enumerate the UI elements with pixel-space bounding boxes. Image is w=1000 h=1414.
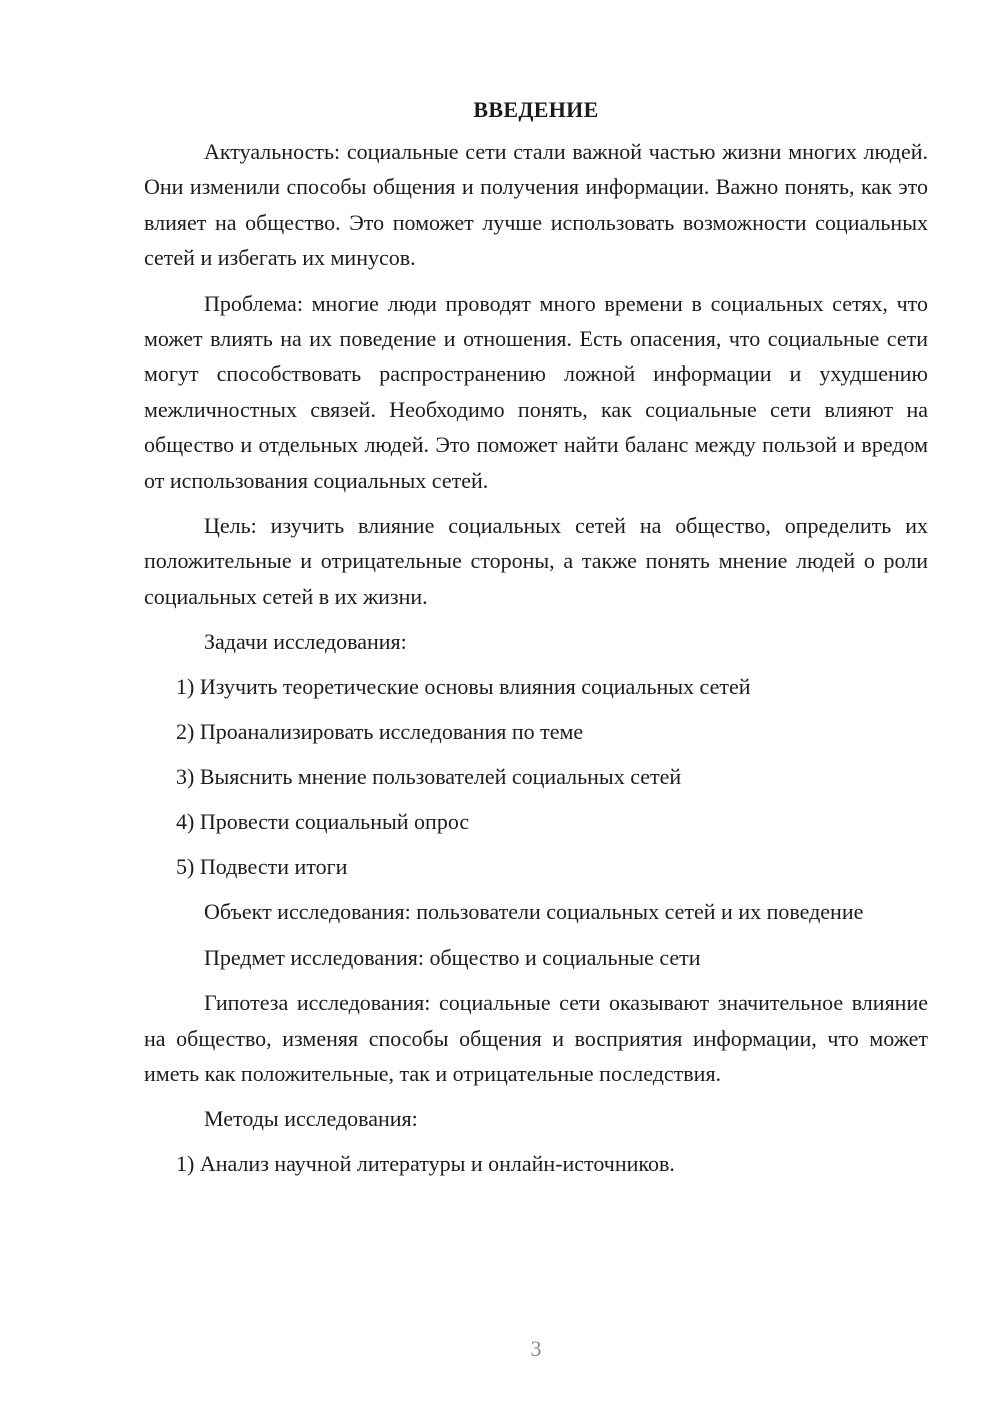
goal-paragraph: Цель: изучить влияние социальных сетей на общество, определить их положительные и отрицательные стороны, а также понять мнение людей о роли социальных сетей в их жизни. xyxy=(144,513,928,609)
document-body xyxy=(144,92,928,1191)
task-item-1: 1) Изучить теоретические основы влияния социальных сетей xyxy=(176,674,751,700)
task-item-3: 3) Выяснить мнение пользователей социальных сетей xyxy=(176,764,682,790)
relevance-paragraph: Актуальность: социальные сети стали важной частью жизни многих людей. Они изменили способы общения и получения информации. Важно понять, как это влияет на общество. Это поможет лучше использовать возможности социальных сетей и избегать их минусов. xyxy=(144,139,928,271)
task-item-2: 2) Проанализировать исследования по теме xyxy=(176,719,584,745)
problem-paragraph: Проблема: многие люди проводят много времени в социальных сетях, что может влиять на их поведение и отношения. Есть опасения, что социальные сети могут способствовать распространению ложной информации и ухудшению межличностных связей. Необходимо понять, как социальные сети влияют на общество и отдельных людей. Это поможет найти баланс между пользой и вредом от использования социальных сетей. xyxy=(144,290,928,493)
task-item-4: 4) Провести социальный опрос xyxy=(176,809,470,835)
object-paragraph: Объект исследования: пользователи социальных сетей и их поведение xyxy=(204,899,864,925)
page-number: 3 xyxy=(530,1336,542,1361)
subject-paragraph: Предмет исследования: общество и социальные сети xyxy=(204,944,701,970)
methods-label: Методы исследования: xyxy=(204,1106,418,1132)
task-item-5: 5) Подвести итоги xyxy=(176,854,348,880)
tasks-label: Задачи исследования: xyxy=(204,629,407,655)
method-item-1: 1) Анализ научной литературы и онлайн-источников. xyxy=(176,1151,675,1177)
hypothesis-paragraph: Гипотеза исследования: социальные сети оказывают значительное влияние на общество, изменяя способы общения и восприятия информации, что может иметь как положительные, так и отрицательные последствия. xyxy=(144,990,928,1086)
section-title: ВВЕДЕНИЕ xyxy=(473,97,599,122)
